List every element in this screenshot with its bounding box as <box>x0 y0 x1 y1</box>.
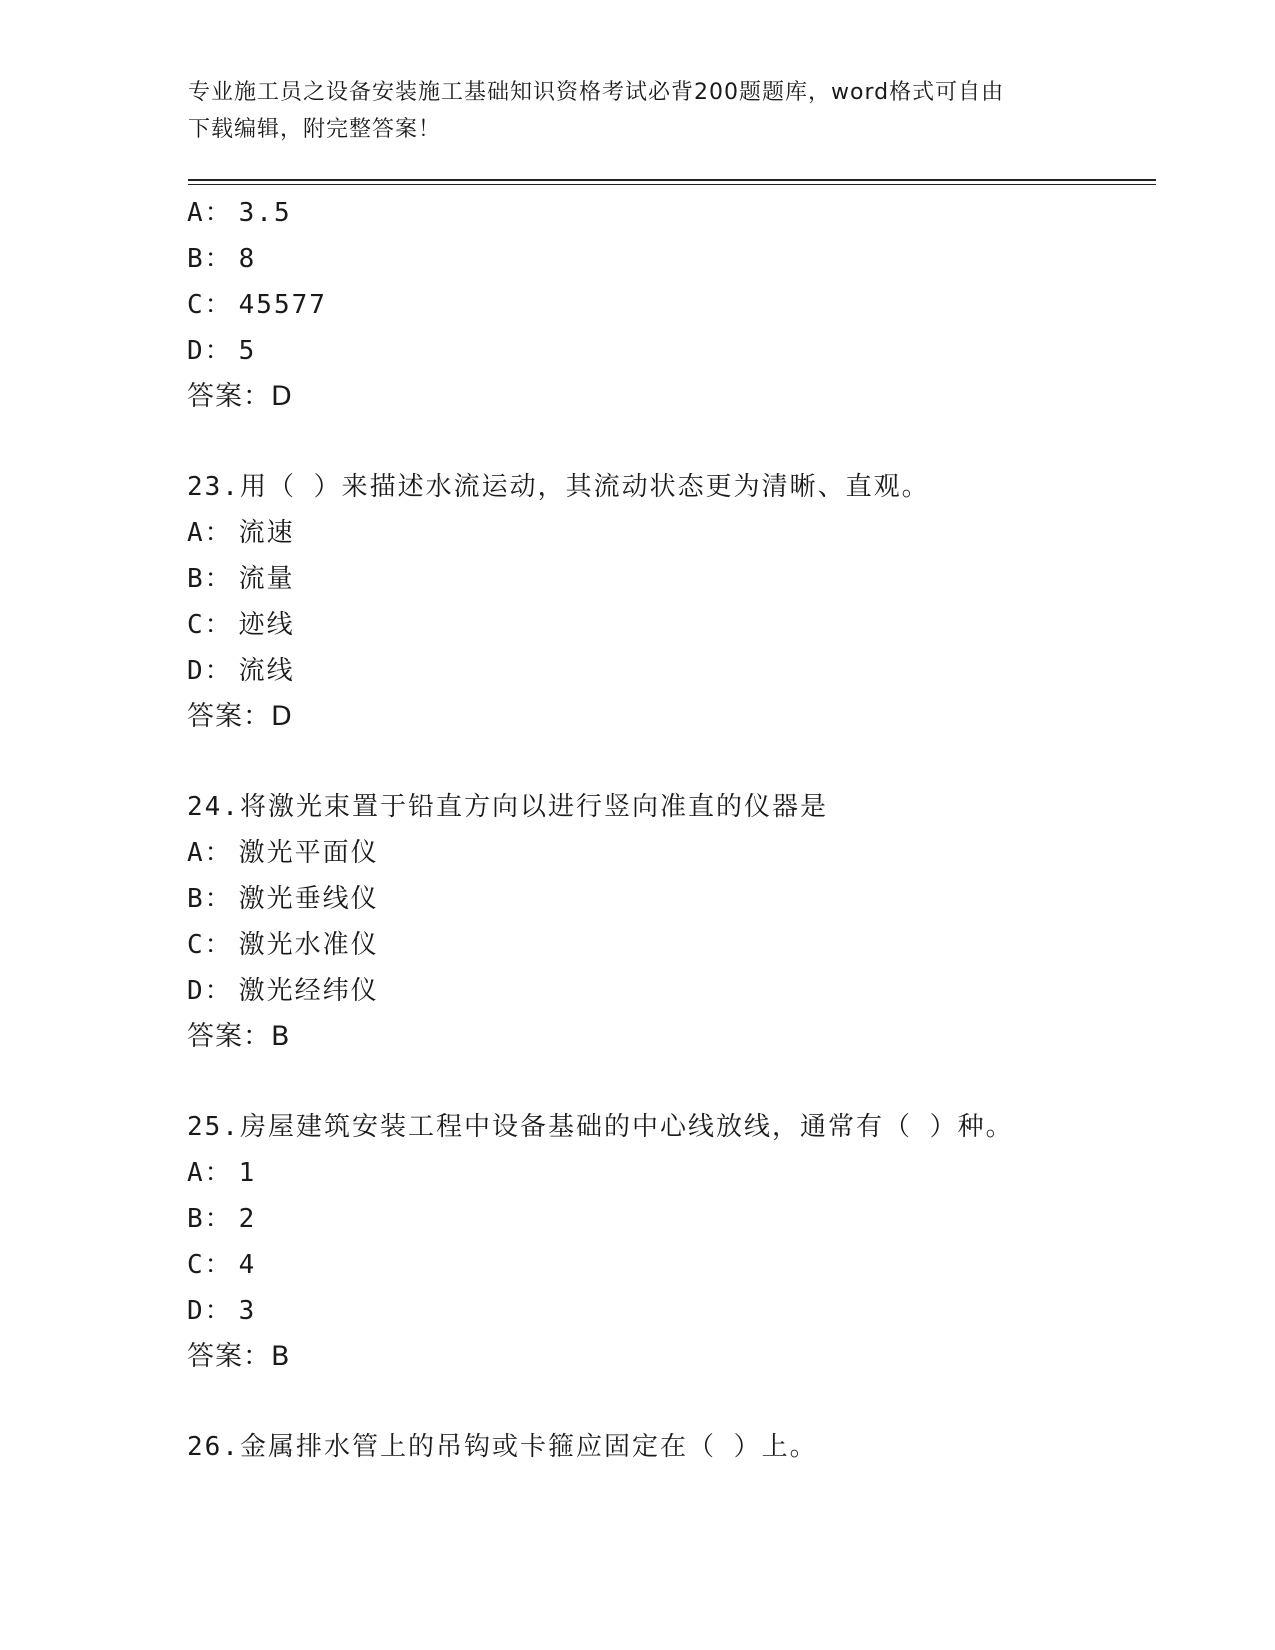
header-title-line-1: 专业施工员之设备安装施工基础知识资格考试必背200题题库，word格式可自由 <box>188 80 1005 105</box>
option-d: D： 激光经纬仪 <box>187 976 379 1006</box>
question-block-25 <box>187 1104 1167 1380</box>
option-a: A： 3.5 <box>187 198 292 228</box>
question-stem: 23.用（ ）来描述水流运动，其流动状态更为清晰、直观。 <box>187 472 930 502</box>
option-c: C： 激光水准仪 <box>187 930 379 960</box>
option-c: C： 45577 <box>187 290 327 320</box>
question-block-24 <box>187 784 1167 1060</box>
option-b: B： 激光垂线仪 <box>187 884 379 914</box>
header-title-line-2: 下载编辑，附完整答案！ <box>188 117 442 142</box>
option-a: A： 流速 <box>187 518 295 548</box>
question-block-26 <box>187 1424 1167 1470</box>
answer-line: 答案：D <box>187 701 293 732</box>
question-stem: 25.房屋建筑安装工程中设备基础的中心线放线，通常有（ ）种。 <box>187 1112 1014 1142</box>
option-c: C： 迹线 <box>187 610 295 640</box>
option-b: B： 流量 <box>187 564 295 594</box>
option-a: A： 激光平面仪 <box>187 838 379 868</box>
answer-line: 答案：B <box>187 1341 291 1372</box>
option-d: D： 3 <box>187 1296 257 1326</box>
option-b: B： 8 <box>187 244 257 274</box>
question-stem: 24.将激光束置于铅直方向以进行竖向准直的仪器是 <box>187 792 828 822</box>
document-header <box>188 74 1088 148</box>
option-d: D： 5 <box>187 336 257 366</box>
header-divider-thin <box>188 184 1156 185</box>
question-stem: 26.金属排水管上的吊钩或卡箍应固定在（ ）上。 <box>187 1432 818 1462</box>
answer-line: 答案：B <box>187 1021 291 1052</box>
option-b: B： 2 <box>187 1204 257 1234</box>
option-d: D： 流线 <box>187 656 295 686</box>
question-block-22 <box>187 190 1167 420</box>
header-divider-thick <box>188 179 1156 181</box>
answer-line: 答案：D <box>187 381 293 412</box>
question-block-23 <box>187 464 1167 740</box>
option-c: C： 4 <box>187 1250 257 1280</box>
question-list <box>187 190 1167 1470</box>
option-a: A： 1 <box>187 1158 257 1188</box>
